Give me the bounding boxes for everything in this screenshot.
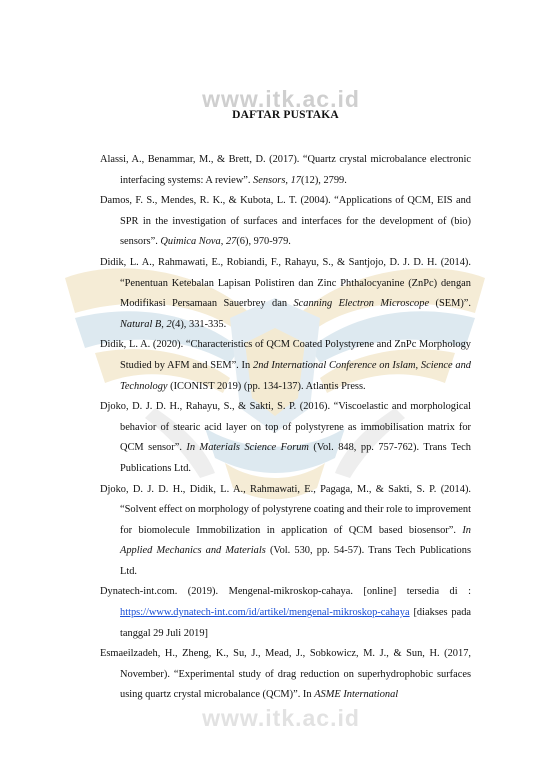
reference-text: , (220, 236, 226, 248)
reference-text: Djoko, D. J. D. H., Rahayu, S., & Sakti, S. P. (2016). “Viscoelastic and morphological behavior of stearic acid layer on top of polystyrene as immobilisation matrix for QCM sensor”. (100, 401, 471, 454)
reference-list (100, 150, 471, 706)
reference-text: (Vol. 848, pp. 757-762). Trans Tech Publications Ltd. (120, 442, 471, 474)
reference-text: Didik, L. A. (2020). “Characteristics of QCM Coated Polystyrene and ZnPc Morphology Studied by AFM and SEM”. In (100, 339, 471, 371)
reference-entry (100, 335, 471, 397)
reference-entry (100, 191, 471, 253)
reference-link[interactable]: https://www.dynatech-int.com/id/artikel/mengenal-mikroskop-cahaya (120, 607, 410, 619)
volume: 17 (290, 174, 301, 186)
reference-text: [diakses pada tanggal 29 Juli 2019] (120, 607, 471, 639)
reference-text: Damos, F. S., Mendes, R. K., & Kubota, L. T. (2004). “Applications of QCM, EIS and SPR in the investigation of surfaces and interfaces for the development of (bio) sensors”. (100, 195, 471, 248)
journal-title: Sensors (253, 174, 286, 186)
reference-text: , (161, 318, 167, 330)
journal-title: Natural B (120, 318, 162, 330)
reference-entry (100, 582, 471, 644)
reference-text: (SEM)”. (429, 298, 471, 310)
publication-title: In Materials Science Forum (186, 442, 309, 454)
reference-text: (12), 2799. (300, 174, 347, 186)
reference-entry (100, 253, 471, 335)
reference-text: (4), 331-335. (171, 318, 227, 330)
page-title: DAFTAR PUSTAKA (232, 109, 339, 121)
reference-text: , (285, 174, 291, 186)
conference-title: 2nd International Conference on Islam, Science and Technology (120, 359, 471, 392)
reference-text: Djoko, D. J. D. H., Didik, L. A., Rahmawati, E., Pagaga, M., & Sakti, S. P. (2014). “Solvent effect on morphology of polystyrene coating and their role to improvement for biomolecule Immobilization in application of QCM based biosensor”. (100, 483, 471, 536)
watermark-text-bottom: www.itk.ac.id (202, 705, 360, 731)
volume: 2 (166, 318, 172, 330)
reference-text: Esmaeilzadeh, H., Zheng, K., Su, J., Mead, J., Sobkowicz, M. J., & Sun, H. (2017, November). “Experimental study of drag reduction on superhydrophobic surfaces using quartz crystal microbalance (QCM)”. In (100, 648, 471, 701)
reference-text: Alassi, A., Benammar, M., & Brett, D. (2017). “Quartz crystal microbalance electronic interfacing systems: A review”. (100, 154, 471, 186)
reference-text: Dynatech-int.com. (2019). Mengenal-mikroskop-cahaya. [online] tersedia di : (100, 586, 471, 598)
italic-term: Scanning Electron Microscope (293, 298, 430, 310)
volume: 27 (225, 236, 237, 248)
reference-text: (ICONIST 2019) (pp. 134-137). Atlantis Press. (167, 380, 366, 392)
journal-title: Quimica Nova (160, 236, 221, 248)
reference-text: (Vol. 530, pp. 54-57). Trans Tech Publications Ltd. (120, 545, 471, 577)
reference-text: (6), 970-979. (236, 236, 291, 248)
reference-text: Didik, L. A., Rahmawati, E., Robiandi, F., Rahayu, S., & Santjojo, D. J. D. H. (2014). “Penentuan Ketebalan Lapisan Polistiren dan Zinc Phthalocyanine (ZnPc) dengan Modifikasi Persamaan Sauerbrey dan (100, 256, 471, 310)
watermark-text-top: www.itk.ac.id (202, 86, 360, 112)
reference-entry (100, 480, 471, 583)
reference-entry (100, 150, 471, 191)
conference-title: ASME International (314, 689, 399, 701)
publication-title: In Applied Mechanics and Materials (120, 524, 471, 557)
reference-entry (100, 397, 471, 479)
reference-entry (100, 644, 471, 706)
